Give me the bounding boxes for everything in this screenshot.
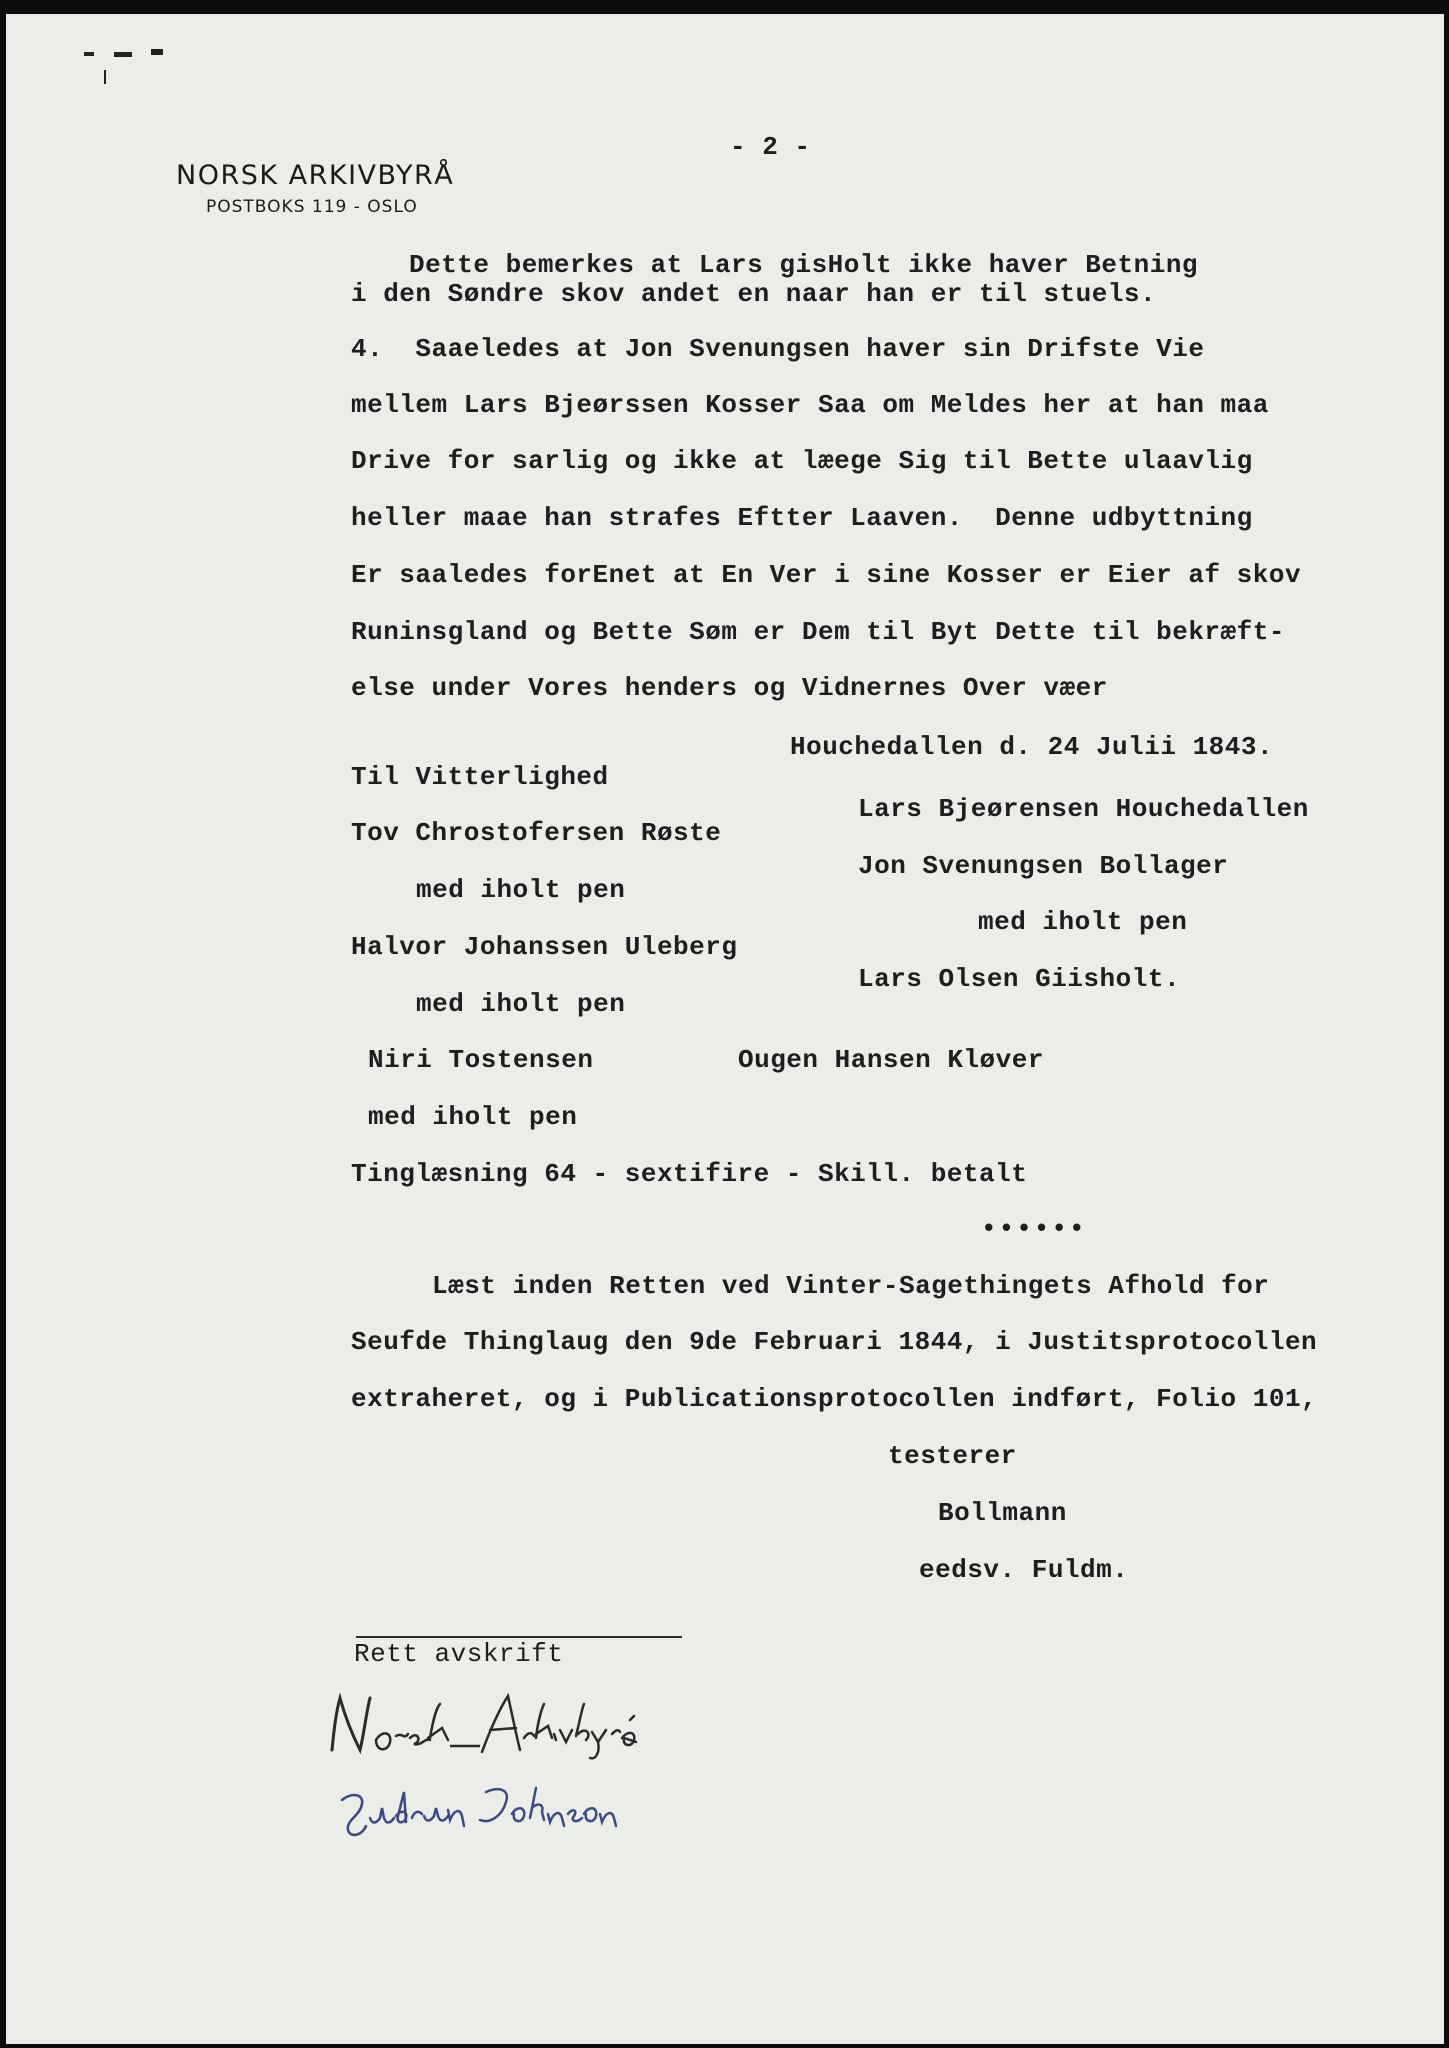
body-line: i den Søndre skov andet en naar han er til stuels. <box>351 279 1157 309</box>
letterhead-name: NORSK ARKIVBYRÅ <box>176 160 455 191</box>
right-signatory: Lars Bjeørensen Houchedallen <box>858 794 1309 824</box>
right-signatory: Lars Olsen Giisholt. <box>858 964 1181 994</box>
left-signatory: Tov Chrostofersen Røste <box>351 818 722 848</box>
place-date: Houchedallen d. 24 Julii 1843. <box>790 732 1274 762</box>
body-line: Dette bemerkes at Lars gisHolt ikke haver Betning <box>409 250 1199 280</box>
left-signatory: med iholt pen <box>368 1102 578 1132</box>
left-signatory: Niri Tostensen <box>368 1045 594 1075</box>
body-line: Runinsgland og Bette Søm er Dem til Byt Dette til bekræft- <box>351 617 1285 647</box>
witnesses-heading: Til Vitterlighed <box>351 762 609 792</box>
closing-name: Bollmann <box>938 1498 1067 1528</box>
body-line: mellem Lars Bjeørssen Kosser Saa om Meldes her at han maa <box>351 390 1269 420</box>
body-line: heller maae han strafes Eftter Laaven. Denne udbyttning <box>351 503 1253 533</box>
left-signatory: Halvor Johanssen Uleberg <box>351 932 738 962</box>
scan-mark <box>104 70 106 84</box>
middle-signatory: Ougen Hansen Kløver <box>738 1045 1044 1075</box>
certification-label: Rett avskrift <box>354 1639 564 1669</box>
closing-title: eedsv. Fuldm. <box>919 1555 1129 1585</box>
court-line: extraheret, og i Publicationsprotocollen indført, Folio 101, <box>351 1384 1318 1414</box>
signature-norsk-arkivbyra <box>324 1690 674 1770</box>
right-signatory: Jon Svenungsen Bollager <box>858 851 1229 881</box>
letterhead-address: POSTBOKS 119 - OSLO <box>206 197 418 217</box>
separator: •••••• <box>981 1214 1087 1244</box>
body-line: Er saaledes forEnet at En Ver i sine Kosser er Eier af skov <box>351 560 1302 590</box>
scan-mark <box>114 52 132 57</box>
left-signatory: med iholt pen <box>416 989 626 1019</box>
scan-mark <box>151 49 163 55</box>
signature-rule <box>356 1636 682 1638</box>
closing-testerer: testerer <box>888 1441 1017 1471</box>
right-signatory: med iholt pen <box>978 907 1188 937</box>
body-line: else under Vores henders og Vidnernes Over væer <box>351 673 1108 703</box>
scan-mark <box>84 52 94 56</box>
fee-line: Tinglæsning 64 - sextifire - Skill. betalt <box>351 1159 1028 1189</box>
document-page <box>6 14 1444 2044</box>
court-line: Læst inden Retten ved Vinter-Sagethingets Afhold for <box>432 1271 1270 1301</box>
left-signatory: med iholt pen <box>416 875 626 905</box>
page-number: - 2 - <box>730 132 811 162</box>
signature-gudrun-johnson <box>336 1778 686 1848</box>
body-line: Drive for sarlig og ikke at læege Sig til Bette ulaavlig <box>351 446 1253 476</box>
body-line: 4. Saaeledes at Jon Svenungsen haver sin Drifste Vie <box>351 334 1205 364</box>
court-line: Seufde Thinglaug den 9de Februari 1844, i Justitsprotocollen <box>351 1327 1318 1357</box>
